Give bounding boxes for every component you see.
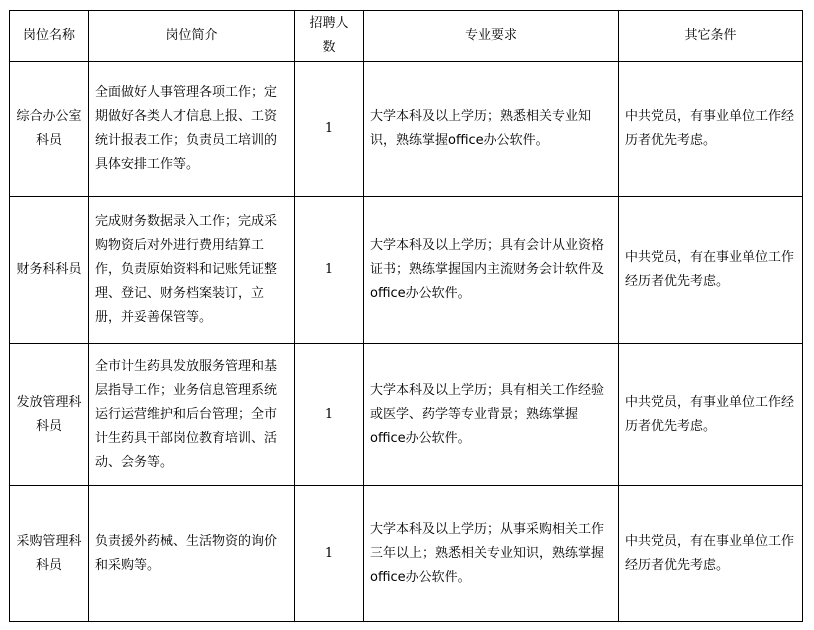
position-desc: 全面做好人事管理各项工作；定期做好各类人才信息上报、工资统计报表工作；负责员工培训的具体安排工作等。 <box>89 62 295 197</box>
recruitment-table <box>9 10 803 622</box>
other-conditions: 中共党员，有事业单位工作经历者优先考虑。 <box>619 344 803 486</box>
major-req: 大学本科及以上学历；熟悉相关专业知识，熟练掌握office办公软件。 <box>364 62 619 197</box>
position-desc: 全市计生药具发放服务管理和基层指导工作；业务信息管理系统运行运营维护和后台管理；全市计生药具干部岗位教育培训、活动、会务等。 <box>89 344 295 486</box>
header-position-name: 岗位名称 <box>10 11 89 62</box>
other-conditions: 中共党员，有在事业单位工作经历者优先考虑。 <box>619 486 803 622</box>
hire-count: 1 <box>295 197 364 344</box>
header-major-req: 专业要求 <box>364 11 619 62</box>
table-row <box>10 197 803 344</box>
header-row <box>10 11 803 62</box>
other-conditions: 中共党员，有在事业单位工作经历者优先考虑。 <box>619 197 803 344</box>
major-req: 大学本科及以上学历；从事采购相关工作三年以上；熟悉相关专业知识，熟练掌握office办公软件。 <box>364 486 619 622</box>
table-row <box>10 486 803 622</box>
position-name: 财务科科员 <box>10 197 89 344</box>
header-position-desc: 岗位简介 <box>89 11 295 62</box>
position-name: 发放管理科科员 <box>10 344 89 486</box>
hire-count: 1 <box>295 62 364 197</box>
table-row <box>10 344 803 486</box>
major-req: 大学本科及以上学历；具有会计从业资格证书；熟练掌握国内主流财务会计软件及office办公软件。 <box>364 197 619 344</box>
hire-count: 1 <box>295 344 364 486</box>
other-conditions: 中共党员，有事业单位工作经历者优先考虑。 <box>619 62 803 197</box>
header-other-conditions: 其它条件 <box>619 11 803 62</box>
position-name: 综合办公室科员 <box>10 62 89 197</box>
position-desc: 完成财务数据录入工作；完成采购物资后对外进行费用结算工作，负责原始资料和记账凭证整理、登记、财务档案装订，立册，并妥善保管等。 <box>89 197 295 344</box>
position-name: 采购管理科科员 <box>10 486 89 622</box>
table-row <box>10 62 803 197</box>
header-hire-count: 招聘人数 <box>295 11 364 62</box>
major-req: 大学本科及以上学历；具有相关工作经验或医学、药学等专业背景；熟练掌握office办公软件。 <box>364 344 619 486</box>
position-desc: 负责援外药械、生活物资的询价和采购等。 <box>89 486 295 622</box>
hire-count: 1 <box>295 486 364 622</box>
